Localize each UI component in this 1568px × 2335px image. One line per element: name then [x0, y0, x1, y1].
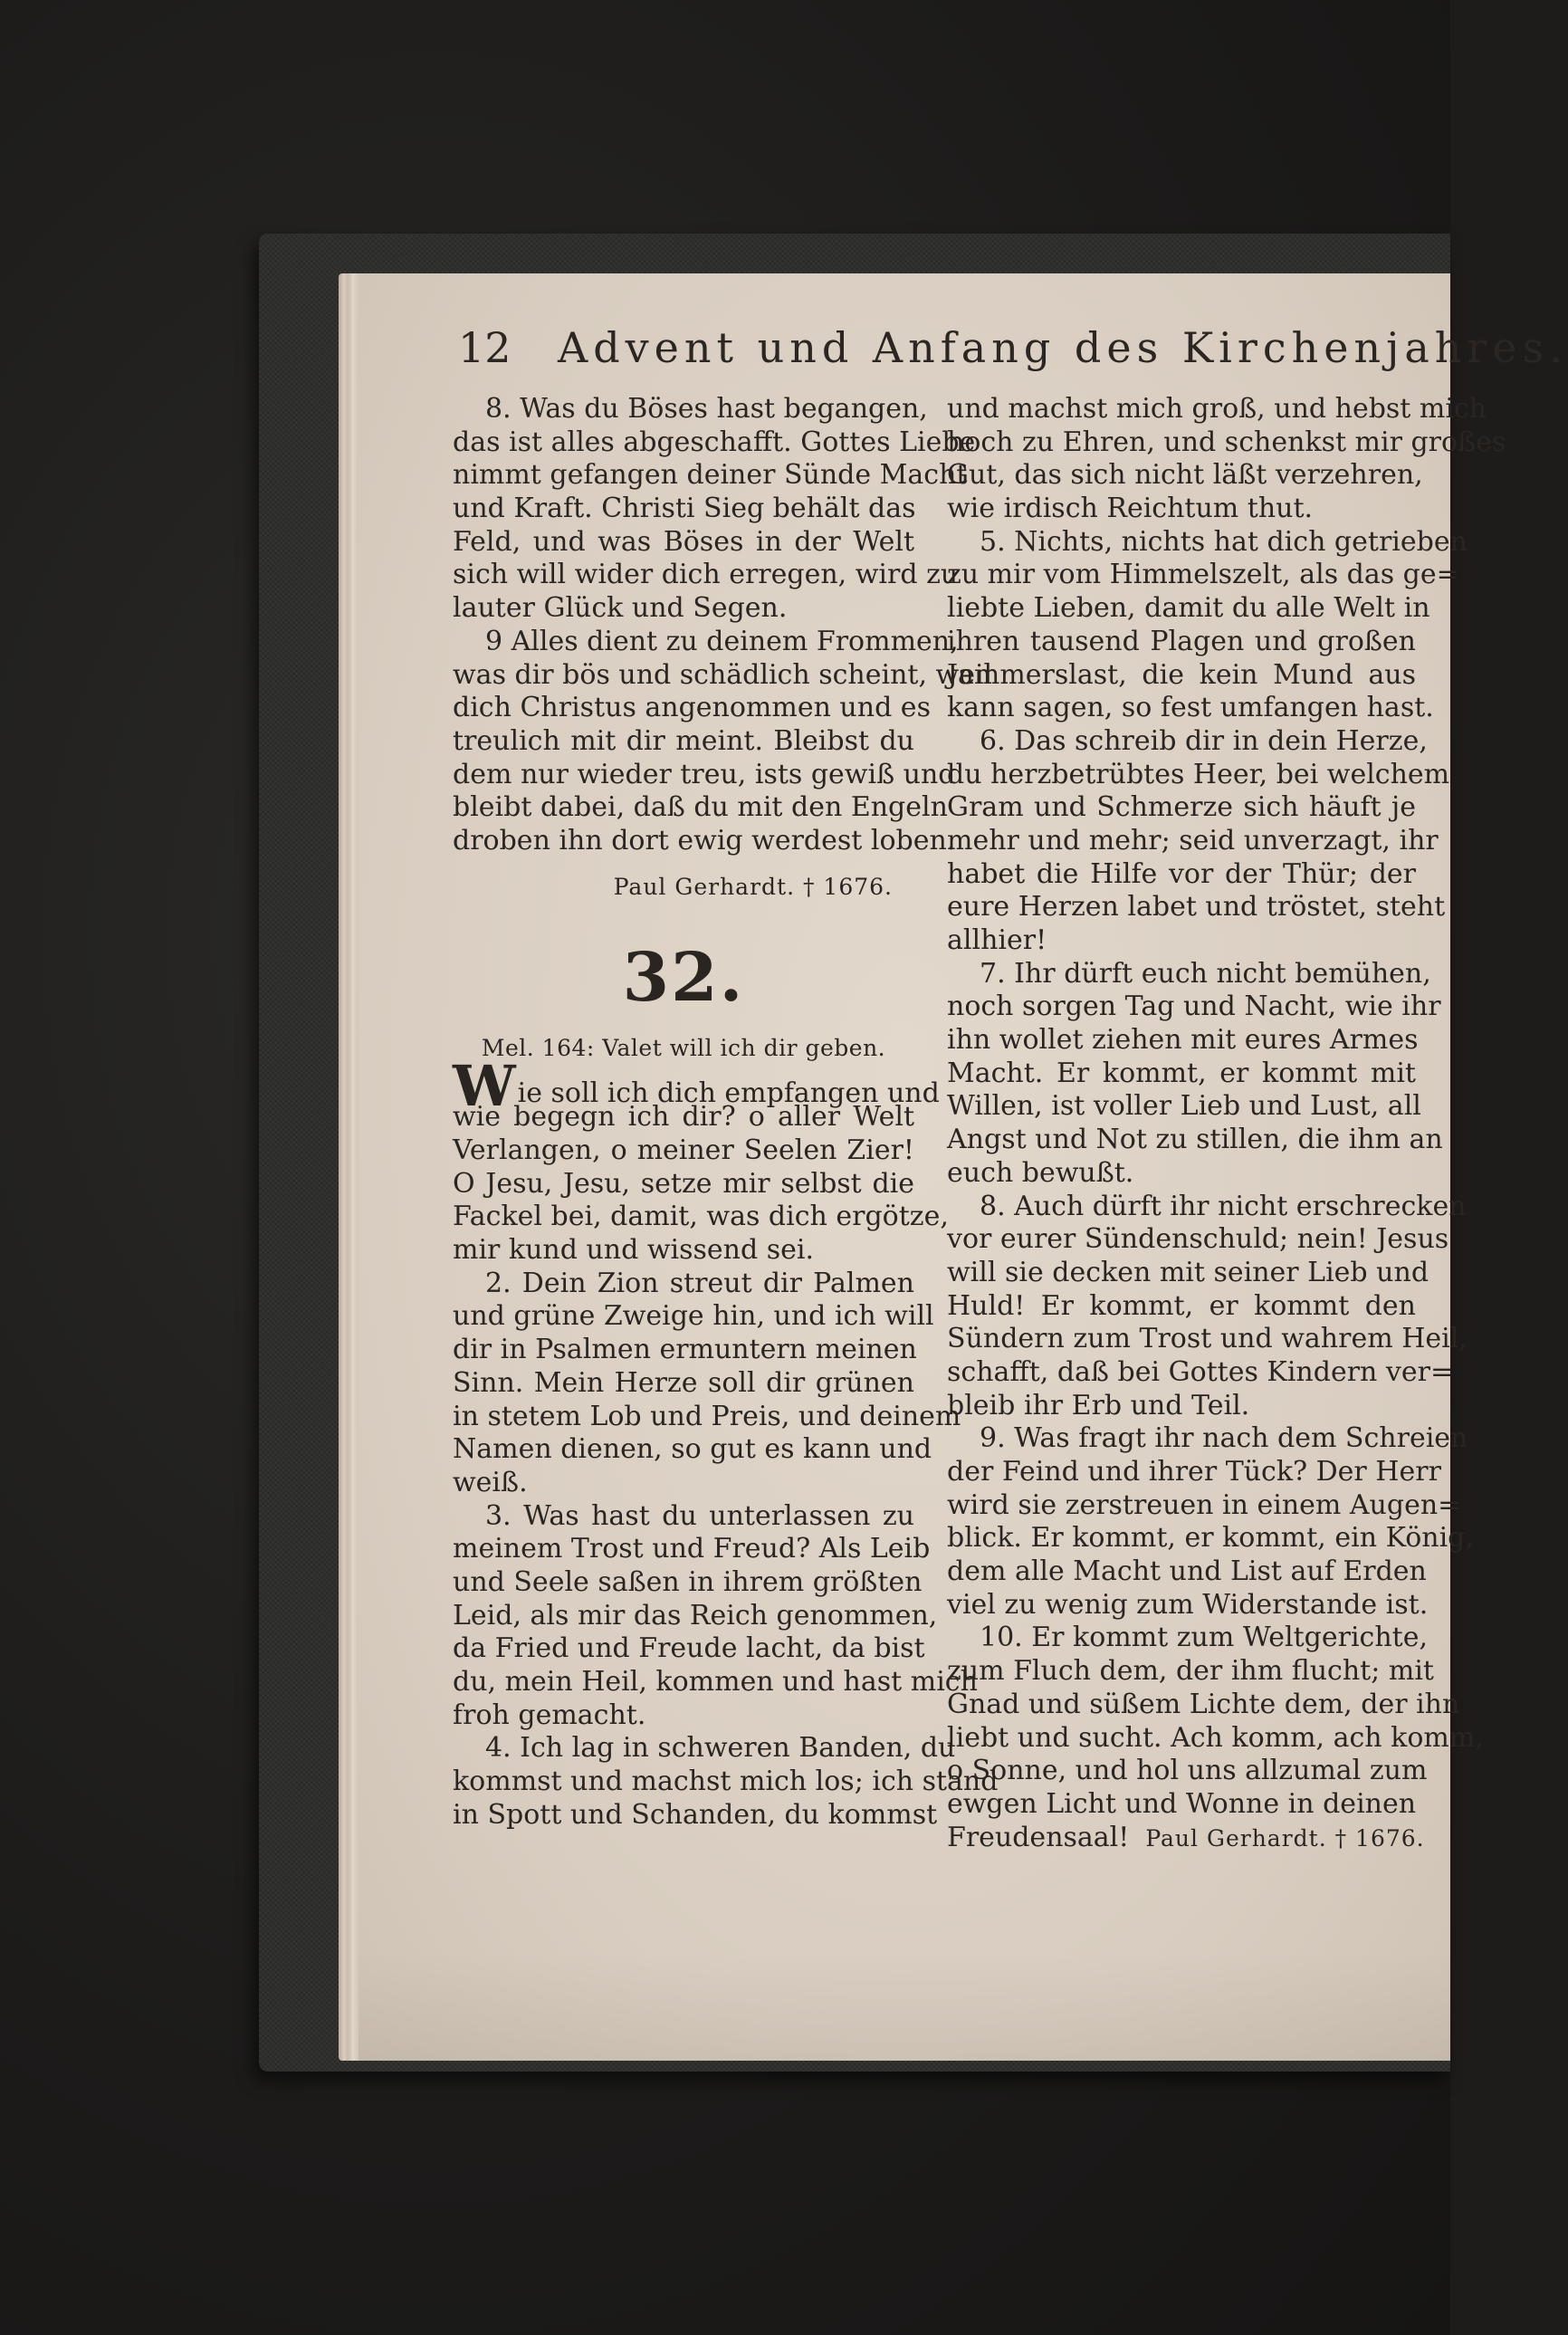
hymn32-verse2 — [453, 1267, 961, 1500]
text-line: blick. Er kommt, er kommt, ein König, — [947, 1522, 1474, 1555]
hymn-number: 32. — [622, 938, 745, 1017]
text-line: wie begegn ich dir? o aller Welt — [453, 1101, 914, 1134]
text-line: lauter Glück und Segen. — [453, 592, 788, 625]
text-line: 10. Er kommt zum Weltgerichte, — [980, 1622, 1429, 1654]
text-line: dem nur wieder treu, ists gewiß und — [453, 758, 956, 790]
drop-cap: W — [453, 1052, 516, 1119]
hymn32-verse3 — [453, 1499, 978, 1733]
text-line: meinem Trost und Freud? Als Leib — [453, 1533, 931, 1565]
text-line: der Feind und ihrer Tück? Der Herr — [947, 1456, 1441, 1488]
text-line: 8. Was du Böses hast begangen, — [485, 393, 928, 425]
hymn32-verse4-continued — [947, 393, 1506, 526]
text-line: in Spott und Schanden, du kommst — [453, 1798, 938, 1831]
book-page — [359, 273, 1568, 2061]
text-line: Feld, und was Böses in der Welt — [453, 525, 914, 558]
hymn32-verse7 — [947, 957, 1443, 1191]
text-line: 3. Was hast du unterlassen zu — [485, 1499, 914, 1532]
hymn32-verse9 — [947, 1422, 1474, 1622]
text-line: Sündern zum Trost und wahrem Heil, — [947, 1323, 1468, 1355]
text-line: du, mein Heil, kommen und hast mich — [453, 1666, 978, 1698]
text-line: allhier! — [947, 924, 1047, 956]
text-line: wird sie zerstreuen in einem Augen= — [947, 1488, 1461, 1521]
text-line: nimmt gefangen deiner Sünde Macht — [453, 459, 968, 492]
text-line: Namen dienen, so gut es kann und — [453, 1433, 932, 1466]
text-line: sich will wider dich erregen, wird zu — [453, 559, 959, 591]
hymn32-verse8 — [947, 1190, 1468, 1423]
text-line: droben ihn dort ewig werdest loben. — [453, 824, 956, 856]
text-line: und machst mich groß, und hebst mich — [947, 393, 1487, 425]
hymn31-attribution: Paul Gerhardt. † 1676. — [613, 873, 893, 900]
page-number: 12 — [458, 323, 512, 372]
right-column — [947, 393, 1506, 1854]
hymn31-verse8 — [453, 393, 976, 626]
text-line: viel zu wenig zum Widerstande ist. — [947, 1588, 1429, 1621]
text-line: will sie decken mit seiner Lieb und — [947, 1256, 1429, 1288]
text-line: in stetem Lob und Preis, und deinem — [453, 1400, 961, 1432]
text-line: 7. Ihr dürft euch nicht bemühen, — [980, 957, 1431, 990]
text-line: mehr und mehr; seid unverzagt, ihr — [947, 824, 1439, 856]
page-header — [458, 311, 1568, 384]
text-line: Gram und Schmerze sich häuft je — [947, 791, 1416, 824]
text-line: Willen, ist voller Lieb und Lust, all — [947, 1090, 1421, 1123]
text-line: was dir bös und schädlich scheint, weil — [453, 658, 993, 691]
hymn32-verse5 — [947, 525, 1468, 725]
text-line: du herzbetrübtes Heer, bei welchem — [947, 758, 1450, 790]
text-line: da Fried und Freude lacht, da bist — [453, 1632, 925, 1665]
hymn32-verse10 — [947, 1622, 1484, 1854]
text-line: dir in Psalmen ermuntern meinen — [453, 1334, 917, 1366]
hymn31-verse9 — [453, 625, 993, 858]
text-line: schafft, daß bei Gottes Kindern ver= — [947, 1355, 1454, 1388]
page-bottom-shade — [359, 1952, 1450, 2061]
text-line: ihn wollet ziehen mit eures Armes — [947, 1024, 1419, 1057]
text-line: 6. Das schreib dir in dein Herze, — [980, 724, 1428, 757]
text-line: O Jesu, Jesu, setze mir selbst die — [453, 1167, 914, 1200]
text-line: Macht. Er kommt, er kommt mit — [947, 1057, 1416, 1089]
text-line: dich Christus angenommen und es — [453, 692, 931, 724]
text-line: Fackel bei, damit, was dich ergötze, — [453, 1201, 949, 1233]
text-line: und Kraft. Christi Sieg behält das — [453, 493, 916, 525]
text-line: wie irdisch Reichtum thut. — [947, 493, 1314, 525]
text-line: kann sagen, so fest umfangen hast. — [947, 692, 1434, 724]
text-line: bleibt dabei, daß du mit den Engeln — [453, 791, 948, 824]
text-line: Gut, das sich nicht läßt verzehren, — [947, 459, 1423, 492]
text-line: 9. Was fragt ihr nach dem Schreien — [980, 1422, 1468, 1455]
text-line: habet die Hilfe vor der Thür; der — [947, 857, 1416, 890]
melody-line: Mel. 164: Valet will ich dir geben. — [481, 1034, 886, 1061]
text-line: 9 Alles dient zu deinem Frommen, — [485, 625, 959, 657]
text-line: Angst und Not zu stillen, die ihm an — [947, 1124, 1443, 1156]
text-line: Gnad und süßem Lichte dem, der ihn — [947, 1688, 1460, 1720]
text-line: liebt und sucht. Ach komm, ach komm, — [947, 1721, 1484, 1754]
text-line: zum Fluch dem, der ihm flucht; mit — [947, 1655, 1434, 1688]
text-line: bleib ihr Erb und Teil. — [947, 1389, 1250, 1421]
text-line: Jammerslast, die kein Mund aus — [947, 658, 1416, 691]
text-line: euch bewußt. — [947, 1156, 1134, 1189]
text-line: hoch zu Ehren, und schenkst mir großes — [947, 426, 1506, 458]
text-line: 5. Nichts, nichts hat dich getrieben — [980, 525, 1468, 558]
text-line: froh gemacht. — [453, 1699, 646, 1731]
hymn32-verse1 — [453, 1052, 949, 1268]
hymn32-verse4 — [453, 1732, 999, 1832]
text-line: weiß. — [453, 1466, 528, 1498]
text-line: 4. Ich lag in schweren Banden, du — [485, 1732, 956, 1765]
text-line: liebte Lieben, damit du alle Welt in — [947, 592, 1430, 625]
text-line: kommst und machst mich los; ich stand — [453, 1766, 999, 1798]
text-line: und Seele saßen in ihrem größten — [453, 1565, 923, 1598]
text-line: ihren tausend Plagen und großen — [947, 625, 1416, 657]
hymn32-attribution: Paul Gerhardt. † 1676. — [1145, 1824, 1425, 1852]
text-line: Verlangen, o meiner Seelen Zier! — [453, 1134, 914, 1166]
text-line: Huld! Er kommt, er kommt den — [947, 1289, 1416, 1322]
text-line: 2. Dein Zion streut dir Palmen — [485, 1267, 914, 1299]
text-line: zu mir vom Himmelszelt, als das ge= — [947, 559, 1459, 591]
hymn32-verse6 — [947, 724, 1450, 958]
running-title: Advent und Anfang des Kirchenjahres. — [558, 323, 1568, 372]
text-line: Sinn. Mein Herze soll dir grünen — [453, 1366, 914, 1399]
text-line — [947, 1821, 1425, 1855]
text-line: 8. Auch dürft ihr nicht erschrecken — [980, 1190, 1467, 1222]
text-line: o Sonne, und hol uns allzumal zum — [947, 1755, 1428, 1787]
text-line: und grüne Zweige hin, und ich will — [453, 1300, 934, 1333]
text-line: ewgen Licht und Wonne in deinen — [947, 1787, 1417, 1820]
text-line: mir kund und wissend sei. — [453, 1234, 815, 1267]
first-line-text: ie soll ich dich empfangen und — [517, 1077, 940, 1109]
text-line: noch sorgen Tag und Nacht, wie ihr — [947, 990, 1441, 1023]
last-line-text: Freudensaal! — [947, 1821, 1130, 1853]
text-line: dem alle Macht und List auf Erden — [947, 1555, 1427, 1588]
text-line: Leid, als mir das Reich genommen, — [453, 1599, 938, 1632]
text-line: eure Herzen labet und tröstet, steht — [947, 891, 1446, 923]
text-line: das ist alles abgeschafft. Gottes Liebe — [453, 426, 976, 458]
text-line: treulich mit dir meint. Bleibst du — [453, 724, 914, 757]
text-line: vor eurer Sündenschuld; nein! Jesus — [947, 1223, 1449, 1256]
